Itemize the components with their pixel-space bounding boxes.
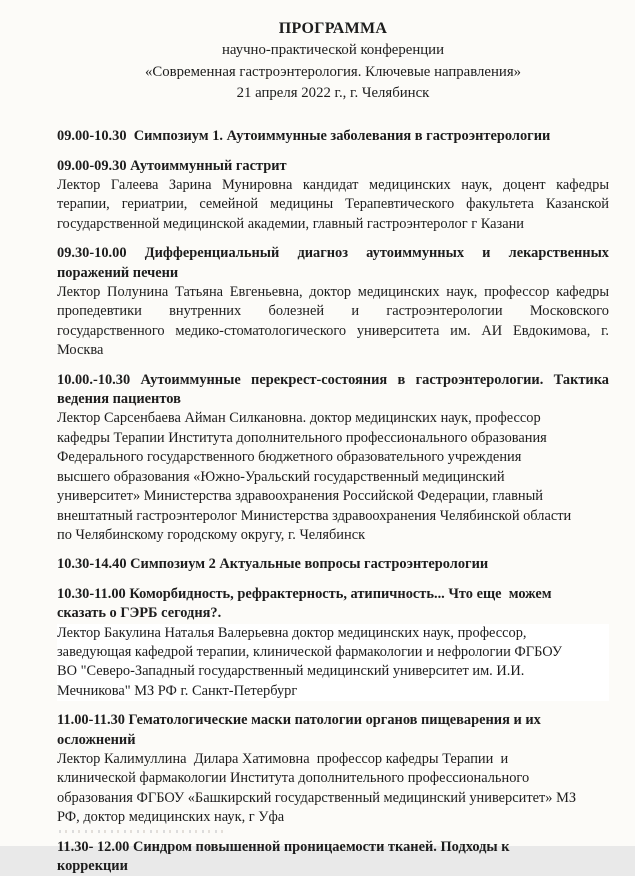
text-line: 10.30-14.40 Симпозиум 2 Актуальные вопросы гастроэнтерологии — [57, 556, 489, 573]
text-line: 09.30-10.00 Дифференциальный диагноз аутоиммунных и лекарственных — [57, 245, 609, 262]
session-heading — [57, 371, 609, 410]
text-line: клинической фармакологии Института дополнительного профессионального — [57, 770, 530, 787]
text-line: 11.00-11.30 Гематологические маски патологии органов пищеварения и их — [57, 712, 541, 729]
text-line: государственного медико-стоматологического университета им. АИ Евдокимова, г. — [57, 322, 609, 339]
text-line: коррекции — [57, 858, 128, 874]
session-heading — [57, 555, 609, 574]
text-line: заведующая кафедрой терапии, клинической фармакологии и нефрологии ФГБОУ — [57, 643, 563, 660]
text-line: Лектор Сарсенбаева Айман Силкановна. доктор медицинских наук, профессор — [57, 410, 541, 427]
lecturer-paragraph — [57, 624, 609, 702]
session-heading — [57, 157, 609, 176]
text-line: 10.00.-10.30 Аутоиммунные перекрест-состояния в гастроэнтерологии. Тактика — [57, 371, 609, 388]
text-line: ведения пациентов — [57, 391, 181, 408]
session-heading — [57, 244, 609, 283]
text-line: Лектор Бакулина Наталья Валерьевна доктор медицинских наук, профессор, — [57, 624, 527, 641]
session-heading — [57, 711, 609, 750]
session-heading — [57, 838, 609, 876]
lecturer-paragraph — [57, 409, 609, 545]
text-line: образования ФГБОУ «Башкирский государственный медицинский университет» МЗ — [57, 789, 577, 806]
text-line: 10.30-11.00 Коморбидность, рефрактерность, атипичность... Что еще можем — [57, 585, 552, 602]
text-line: высшего образования «Южно-Уральский государственный медицинский — [57, 468, 505, 485]
text-line: Лектор Полунина Татьяна Евгеньевна, доктор медицинских наук, профессор кафедры — [57, 284, 609, 301]
text-line: Лектор Галеева Зарина Мунировна кандидат медицинских наук, доцент кафедры — [57, 177, 609, 193]
text-line: государственной медицинской академии, главный гастроэнтеролог г Казани — [57, 215, 525, 232]
text-line: ВО "Северо-Западный государственный медицинский университет им. И.И. — [57, 663, 525, 680]
text-line: сказать о ГЭРБ сегодня?. — [57, 605, 222, 622]
text-line: пропедевтики внутренних болезней и гастроэнтерологии Московского — [57, 303, 609, 320]
conference-type-line: научно-практической конференции — [221, 41, 445, 58]
text-line: кафедры Терапии Института дополнительного профессионального образования — [57, 429, 547, 446]
conference-name-line: «Современная гастроэнтерология. Ключевые направления» — [144, 63, 522, 80]
session-heading — [57, 127, 609, 146]
text-line: университет» Министерства здравоохранения Российской Федерации, главный — [57, 488, 543, 505]
document-content — [57, 127, 609, 876]
text-line: 09.00-10.30 Симпозиум 1. Аутоиммунные заболевания в гастроэнтерологии — [57, 128, 551, 145]
lecturer-paragraph — [57, 176, 609, 234]
session-heading — [57, 585, 609, 624]
lecturer-paragraph — [57, 283, 609, 361]
text-line: Лектор Калимуллина Дилара Хатимовна профессор кафедры Терапии и — [57, 750, 509, 767]
clipped-next-line-artifact — [59, 830, 227, 833]
text-line: осложнений — [57, 731, 136, 748]
text-line: Федерального государственного бюджетного образовательного учреждения — [57, 449, 522, 466]
lecturer-paragraph — [57, 750, 609, 828]
program-title: ПРОГРАММА — [278, 20, 388, 37]
document-header — [57, 18, 609, 105]
text-line: 09.00-09.30 Аутоиммунный гастрит — [57, 157, 287, 174]
text-line: РФ, доктор медицинских наук, г Уфа — [57, 809, 285, 826]
text-line: по Челябинскому городскому округу, г. Челябинск — [57, 526, 366, 543]
text-line: Мечникова" МЗ РФ г. Санкт-Петербург — [57, 682, 298, 699]
text-line: терапии, гериатрии, семейной медицины Терапевтического факультета Казанской — [57, 196, 609, 213]
text-line: 11.30- 12.00 Синдром повышенной проницаемости тканей. Подходы к — [57, 838, 510, 855]
text-line: внештатный гастроэнтеролог Министерства здравоохранения Челябинской области — [57, 507, 572, 524]
conference-date-place-line: 21 апреля 2022 г., г. Челябинск — [236, 85, 430, 102]
text-line: Москва — [57, 342, 104, 359]
text-line: поражений печени — [57, 264, 179, 281]
